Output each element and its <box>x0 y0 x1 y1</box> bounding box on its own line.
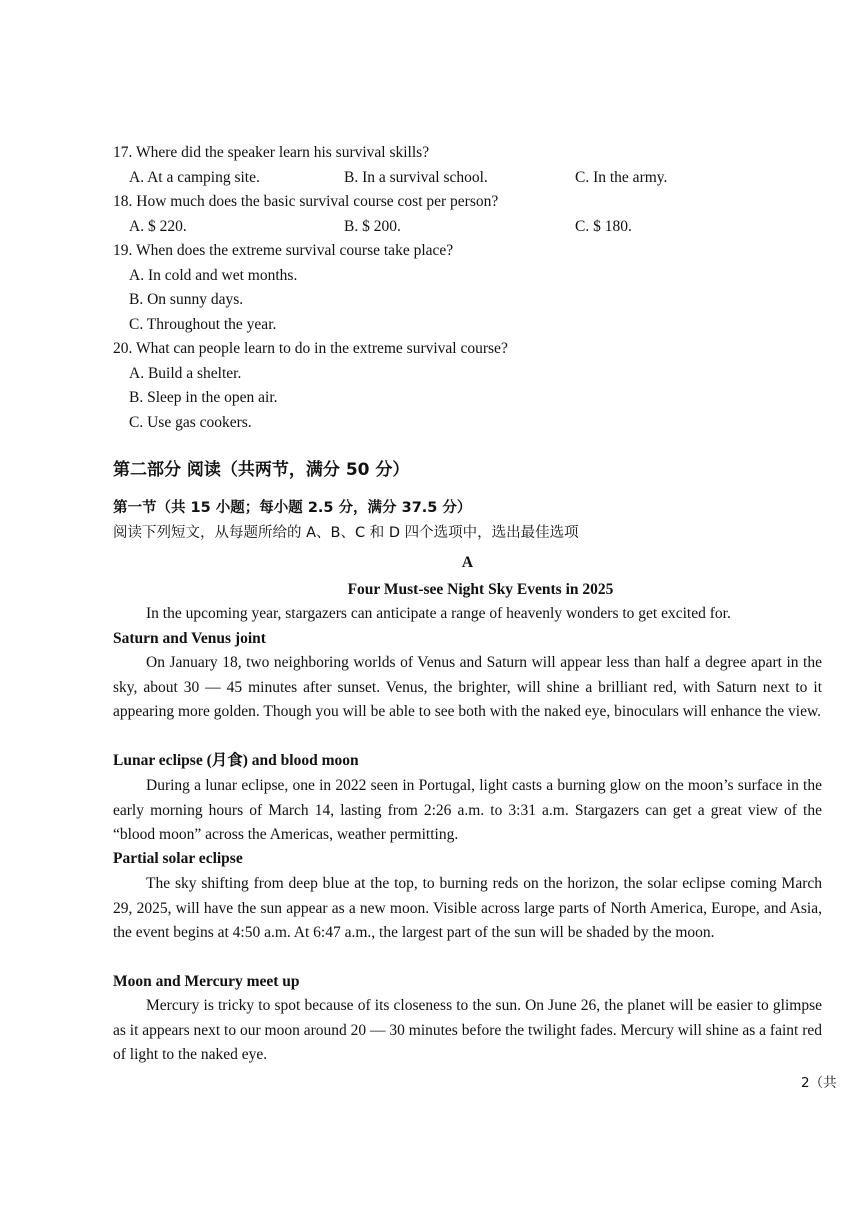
question-20-option-c: C. Use gas cookers. <box>129 414 252 431</box>
question-19: 19. When does the extreme survival course take place? <box>113 242 454 259</box>
section-body-solar-eclipse: The sky shifting from deep blue at the top, to burning reds on the horizon, the solar eclipse coming March 29, 2025, will have the sun appear as a new moon. Visible across large parts of North America, Europe, and Asia, the event begins at 4:50 a.m. At 6:47 a.m., the largest part of the sun will be shaded by the moon. <box>113 875 822 941</box>
passage-letter: A <box>461 554 474 571</box>
passage-intro: In the upcoming year, stargazers can anticipate a range of heavenly wonders to get excited for. <box>146 605 731 622</box>
question-18-option-c: C. $ 180. <box>575 218 632 235</box>
page-number: 2（共 <box>801 1075 837 1091</box>
question-18-option-a: A. $ 220. <box>129 218 187 235</box>
section-heading-moon-mercury: Moon and Mercury meet up <box>113 973 300 990</box>
question-20-option-b: B. Sleep in the open air. <box>129 389 278 406</box>
question-17: 17. Where did the speaker learn his survival skills? <box>113 144 430 161</box>
question-20-option-a: A. Build a shelter. <box>129 365 242 382</box>
section-body-lunar-eclipse: During a lunar eclipse, one in 2022 seen in Portugal, light casts a burning glow on the moon’s surface in the early morning hours of March 14, lasting from 2:26 a.m. to 3:31 a.m. Stargazers can get a great view of the “blood moon” across the Americas, weather permitting. <box>113 777 822 843</box>
section-heading-solar-eclipse: Partial solar eclipse <box>113 850 243 867</box>
question-18: 18. How much does the basic survival course cost per person? <box>113 193 499 210</box>
part-heading: 第二部分 阅读（共两节，满分 50 分） <box>113 460 410 480</box>
question-19-option-a: A. In cold and wet months. <box>129 267 298 284</box>
section-heading-lunar-eclipse: Lunar eclipse (月食) and blood moon <box>113 752 359 769</box>
question-19-option-b: B. On sunny days. <box>129 291 244 308</box>
question-17-option-c: C. In the army. <box>575 169 668 186</box>
question-17-option-a: A. At a camping site. <box>129 169 260 186</box>
question-18-option-b: B. $ 200. <box>344 218 401 235</box>
passage-title: Four Must-see Night Sky Events in 2025 <box>347 581 614 598</box>
instruction-text: 阅读下列短文，从每题所给的 A、B、C 和 D 四个选项中，选出最佳选项 <box>113 525 579 541</box>
section-heading: 第一节（共 15 小题；每小题 2.5 分，满分 37.5 分） <box>113 500 472 516</box>
question-20: 20. What can people learn to do in the extreme survival course? <box>113 340 508 357</box>
section-body-saturn-venus: On January 18, two neighboring worlds of Venus and Saturn will appear less than half a degree apart in the sky, about 30 — 45 minutes after sunset. Venus, the brighter, will shine a brilliant red, with Saturn next to it appearing more golden. Though you will be able to see both with the naked eye, binoculars will enhance the view. <box>113 654 822 720</box>
section-heading-saturn-venus: Saturn and Venus joint <box>113 630 266 647</box>
question-17-option-b: B. In a survival school. <box>344 169 488 186</box>
section-body-moon-mercury: Mercury is tricky to spot because of its closeness to the sun. On June 26, the planet will be easier to glimpse as it appears next to our moon around 20 — 30 minutes before the twilight fades. Mercury will shine as a faint red of light to the naked eye. <box>113 997 822 1063</box>
question-19-option-c: C. Throughout the year. <box>129 316 277 333</box>
